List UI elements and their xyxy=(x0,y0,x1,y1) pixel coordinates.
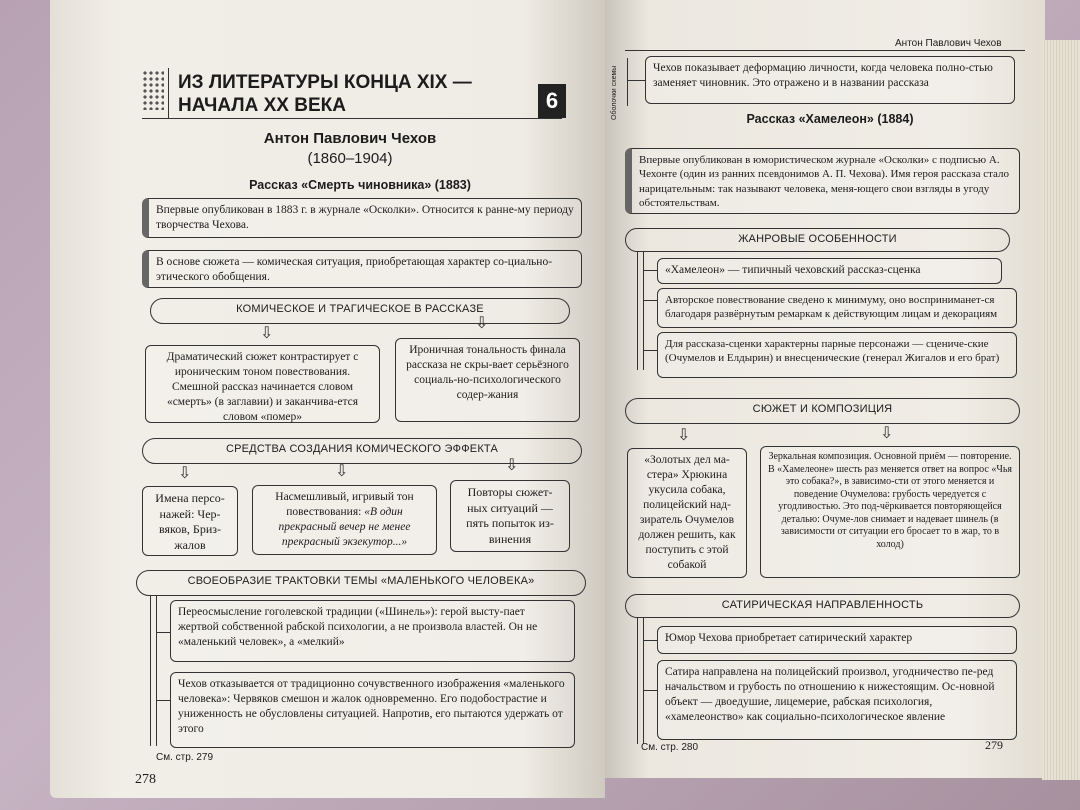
info-box-1: Впервые опубликован в 1883 г. в журнале «Осколки». Относится к ранне-му периоду творчества Чехова. xyxy=(142,198,582,238)
page-number: 279 xyxy=(985,738,1003,752)
genre-box-2: Авторское повествование сведено к минимуму, оно восприниманет-ся благодаря развёрнутым ремаркам к действующим лицам и декорациям xyxy=(657,288,1017,328)
right-page xyxy=(605,0,1045,778)
section-comic-tragic: КОМИЧЕСКОЕ И ТРАГИЧЕСКОЕ В РАССКАЗЕ xyxy=(150,298,570,324)
means-box-2 xyxy=(252,485,437,555)
chapter-title: ИЗ ЛИТЕРАТУРЫ КОНЦА XIX — НАЧАЛА XX ВЕКА xyxy=(178,72,472,116)
section-little-man: СВОЕОБРАЗИЕ ТРАКТОВКИ ТЕМЫ «МАЛЕНЬКОГО ЧЕЛОВЕКА» xyxy=(136,570,586,596)
info-box: Впервые опубликован в юмористическом журнале «Осколки» с подписью А. Чехонте (один из ранних псевдонимов А. П. Чехова). Имя героя рассказа стало нарицательным: так называют человека, меня-ющего свои взгляды в угоду обстоятельствам. xyxy=(625,148,1020,214)
plot-box-2: Зеркальная композиция. Основной приём — повторение. В «Хамелеоне» шесть раз меняется ответ на вопрос «Чья это собака?», в зависимо-сти от этого меняется и поведение Очумелова: грубость чередуется с угодливостью. Это под-чёркивается повторяющейся деталью: Очуме-лов снимает и надевает шинель (в зависимости от ситуации его бросает то в жар, то в холод) xyxy=(760,446,1020,578)
little-man-box-2: Чехов отказывается от традиционно сочувственного изображения «маленького человека»: Червяков смешон и жалок одновременно. Его подобострастие и униженность не обусловлены ситуацией. Напротив, его пытаются удержать от этого xyxy=(170,672,575,748)
top-box: Чехов показывает деформацию личности, когда человека полно-стью заменяет чиновник. Это отражено и в названии рассказа xyxy=(645,56,1015,104)
ct-box-2: Ироничная тональность финала рассказа не скры-вает серьёзного социаль-но-психологического содер-жания xyxy=(395,338,580,422)
arrow-down-icon: ⇩ xyxy=(178,465,192,482)
section-satire: САТИРИЧЕСКАЯ НАПРАВЛЕННОСТЬ xyxy=(625,594,1020,618)
see-page-ref: См. стр. 279 xyxy=(156,752,214,763)
satire-box-1: Юмор Чехова приобретает сатирический характер xyxy=(657,626,1017,654)
arrow-down-icon: ⇩ xyxy=(475,315,489,332)
means-box-3: Повторы сюжет-ных ситуаций — пять попыток из-винения xyxy=(450,480,570,552)
author-years: (1860–1904) xyxy=(307,150,393,167)
story-title: Рассказ «Смерть чиновника» (1883) xyxy=(249,178,471,192)
section-genre: ЖАНРОВЫЕ ОСОБЕННОСТИ xyxy=(625,228,1010,252)
means-box-1: Имена персо-нажей: Чер-вяков, Бриз-жалов xyxy=(142,486,238,556)
ct-box-1: Драматический сюжет контрастирует с ироническим тоном повествования. Смешной рассказ начинается словом «смерть» (в заглавии) и заканчива-ется словом «помер» xyxy=(145,345,380,423)
section-means: СРЕДСТВА СОЗДАНИЯ КОМИЧЕСКОГО ЭФФЕКТА xyxy=(142,438,582,464)
satire-box-2: Сатира направлена на полицейский произвол, угодничество пе-ред начальством и грубость по отношению к нижестоящим. Ос-новной объект — двоедушие, лицемерие, рабская психология, «хамелеонство» как социально-психологическое явление xyxy=(657,660,1017,740)
genre-box-3: Для рассказа-сценки характерны парные персонажи — сцениче-ские (Очумелов и Елдырин) и внесценические (генерал Жигалов и его брат) xyxy=(657,332,1017,378)
arrow-down-icon: ⇩ xyxy=(335,463,349,480)
arrow-down-icon: ⇩ xyxy=(677,427,691,444)
running-head: Антон Павлович Чехов xyxy=(895,38,1002,49)
see-page-ref: См. стр. 280 xyxy=(641,742,699,753)
side-label: Оболочки схемы xyxy=(611,65,618,120)
means-2-text: Насмешливый, игривый тон повествования: xyxy=(275,491,414,518)
means-2-quote: «В один прекрасный вечер не менее прекрасный экзекутор...» xyxy=(278,505,411,548)
arrow-down-icon: ⇩ xyxy=(260,325,274,342)
info-box-2: В основе сюжета — комическая ситуация, приобретающая характер со-циально-этического обобщения. xyxy=(142,250,582,288)
arrow-down-icon: ⇩ xyxy=(505,457,519,474)
story-title: Рассказ «Хамелеон» (1884) xyxy=(746,112,914,126)
arrow-down-icon: ⇩ xyxy=(880,425,894,442)
page-block-edge xyxy=(1042,40,1080,780)
author-name: Антон Павлович Чехов xyxy=(263,130,437,147)
left-page xyxy=(50,0,605,798)
dot-pattern xyxy=(142,70,164,110)
genre-box-1: «Хамелеон» — типичный чеховский рассказ-сценка xyxy=(657,258,1002,284)
chapter-number: 6 xyxy=(538,84,566,118)
plot-box-1: «Золотых дел ма-стера» Хрюкина укусила собака, полицейский над-зиратель Очумелов должен решить, как поступить с этой собакой xyxy=(627,448,747,578)
section-plot: СЮЖЕТ И КОМПОЗИЦИЯ xyxy=(625,398,1020,424)
page-number: 278 xyxy=(135,772,156,787)
little-man-box-1: Переосмысление гоголевской традиции («Шинель»): герой высту-пает жертвой собственной рабской психологии, а не произвола властей. Он не «маленький человек», а «мелкий» xyxy=(170,600,575,662)
open-book xyxy=(30,0,1080,810)
